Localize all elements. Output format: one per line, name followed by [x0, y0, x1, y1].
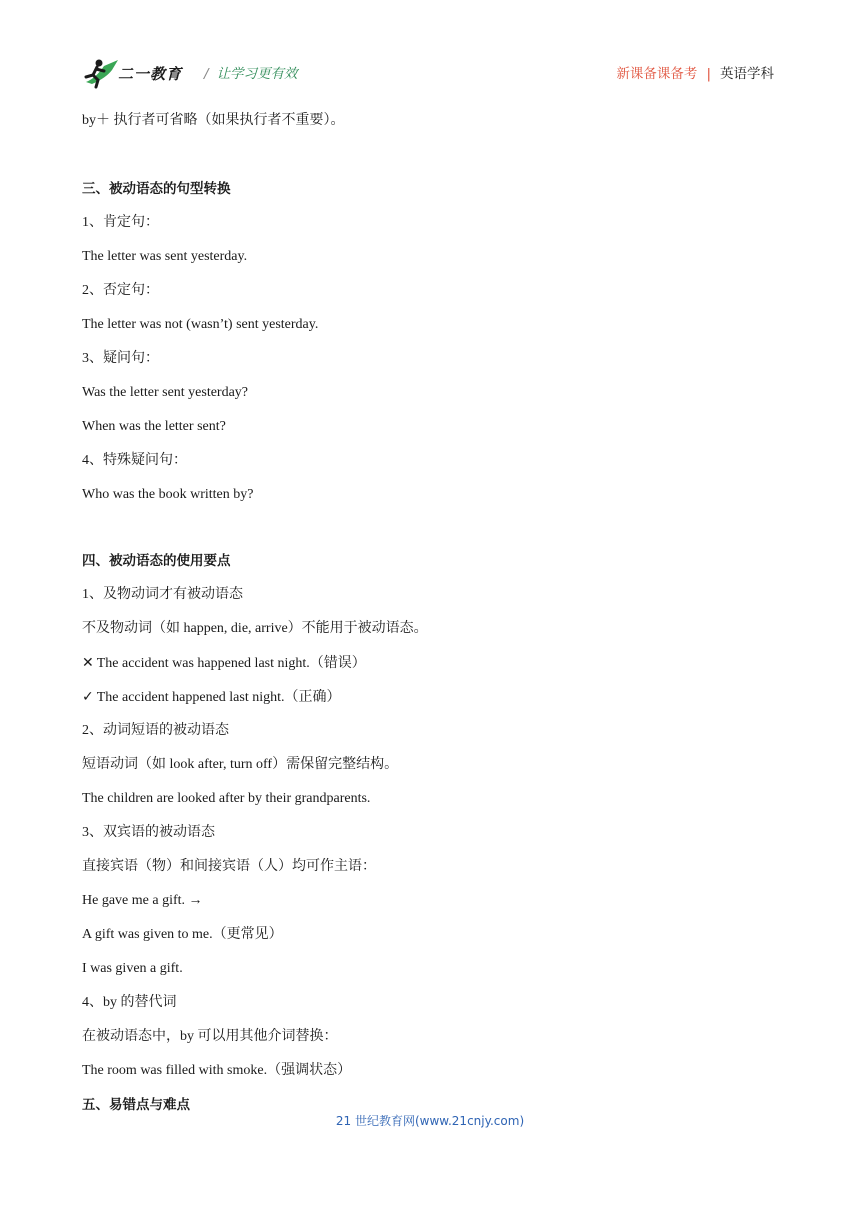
header-tags: 新课备课备考 | 英语学科 — [616, 66, 774, 82]
section-heading — [82, 180, 231, 198]
tag-subject: 英语学科 — [720, 66, 774, 82]
runner-logo-icon — [82, 56, 122, 90]
text-line — [82, 384, 248, 402]
line-text: Who was the book written by? — [82, 487, 254, 502]
text-line — [82, 112, 345, 130]
text-line — [82, 892, 203, 910]
text-line — [82, 756, 398, 774]
text-line — [82, 790, 370, 808]
line-text: The accident was happened last night.（错误） — [96, 656, 366, 671]
line-text: Was the letter sent yesterday? — [82, 385, 249, 400]
text-line — [82, 214, 159, 232]
line-text: 3、双宾语的被动语态 — [82, 825, 215, 840]
line-text: The children are looked after by their grandparents. — [82, 791, 371, 806]
line-text: 1、及物动词才有被动语态 — [82, 587, 243, 602]
line-text: 直接宾语（物）和间接宾语（人）均可作主语： — [82, 859, 376, 874]
text-line — [82, 994, 177, 1012]
line-text: 2、动词短语的被动语态 — [82, 723, 229, 738]
line-text: 五、易错点与难点 — [82, 1097, 190, 1113]
line-text: 短语动词（如 look after, turn off）需保留完整结构。 — [82, 757, 399, 772]
text-line — [82, 926, 283, 944]
text-line — [82, 282, 159, 300]
line-text: by＋ 执行者可省略（如果执行者不重要）。 — [82, 113, 345, 128]
line-text: 四、被动语态的使用要点 — [82, 553, 231, 569]
check-icon: ✓ — [82, 689, 94, 705]
text-line — [82, 654, 366, 673]
line-text: 不及物动词（如 happen, die, arrive）不能用于被动语态。 — [82, 621, 428, 636]
text-line — [82, 688, 341, 707]
page-header — [82, 56, 774, 90]
text-line — [82, 722, 229, 740]
text-line — [82, 486, 253, 504]
slogan: / 让学习更有效 — [204, 66, 298, 82]
text-line — [82, 824, 215, 842]
line-text: 2、否定句： — [82, 283, 159, 298]
text-line — [82, 316, 318, 334]
text-line — [82, 960, 183, 978]
logo — [82, 56, 192, 90]
line-text: 1、肯定句： — [82, 215, 159, 230]
cross-icon: ✕ — [82, 655, 94, 671]
line-text: The room was filled with smoke.（强调状态） — [82, 1063, 352, 1078]
line-text: When was the letter sent? — [82, 419, 226, 434]
section-heading — [82, 552, 231, 570]
line-text: I was given a gift. — [82, 961, 183, 976]
text-line — [82, 418, 226, 436]
text-line — [82, 1062, 351, 1080]
logo-text: 二一教育 — [118, 65, 183, 83]
text-line — [82, 1028, 338, 1046]
line-text: 4、by 的替代词 — [82, 995, 177, 1010]
line-text: He gave me a gift. → — [82, 893, 203, 908]
text-line — [82, 350, 159, 368]
slogan-text: 让学习更有效 — [216, 66, 298, 82]
text-line — [82, 248, 247, 266]
line-text: 在被动语态中，by 可以用其他介词替换： — [82, 1029, 338, 1044]
tag-course-prep: 新课备课备考 — [616, 66, 698, 82]
line-text: The letter was not (wasn’t) sent yesterday. — [82, 317, 319, 332]
text-line — [82, 620, 428, 638]
text-line — [82, 452, 187, 470]
line-text: 三、被动语态的句型转换 — [82, 181, 231, 197]
line-text: A gift was given to me.（更常见） — [82, 927, 283, 942]
line-text: 3、疑问句： — [82, 351, 159, 366]
text-line — [82, 586, 243, 604]
line-text: The letter was sent yesterday. — [82, 249, 248, 264]
line-text: The accident happened last night.（正确） — [96, 690, 341, 705]
footer[interactable]: 21 世纪教育网(www.21cnjy.com) — [335, 1114, 525, 1128]
text-line — [82, 858, 376, 876]
line-text: 4、特殊疑问句： — [82, 453, 187, 468]
